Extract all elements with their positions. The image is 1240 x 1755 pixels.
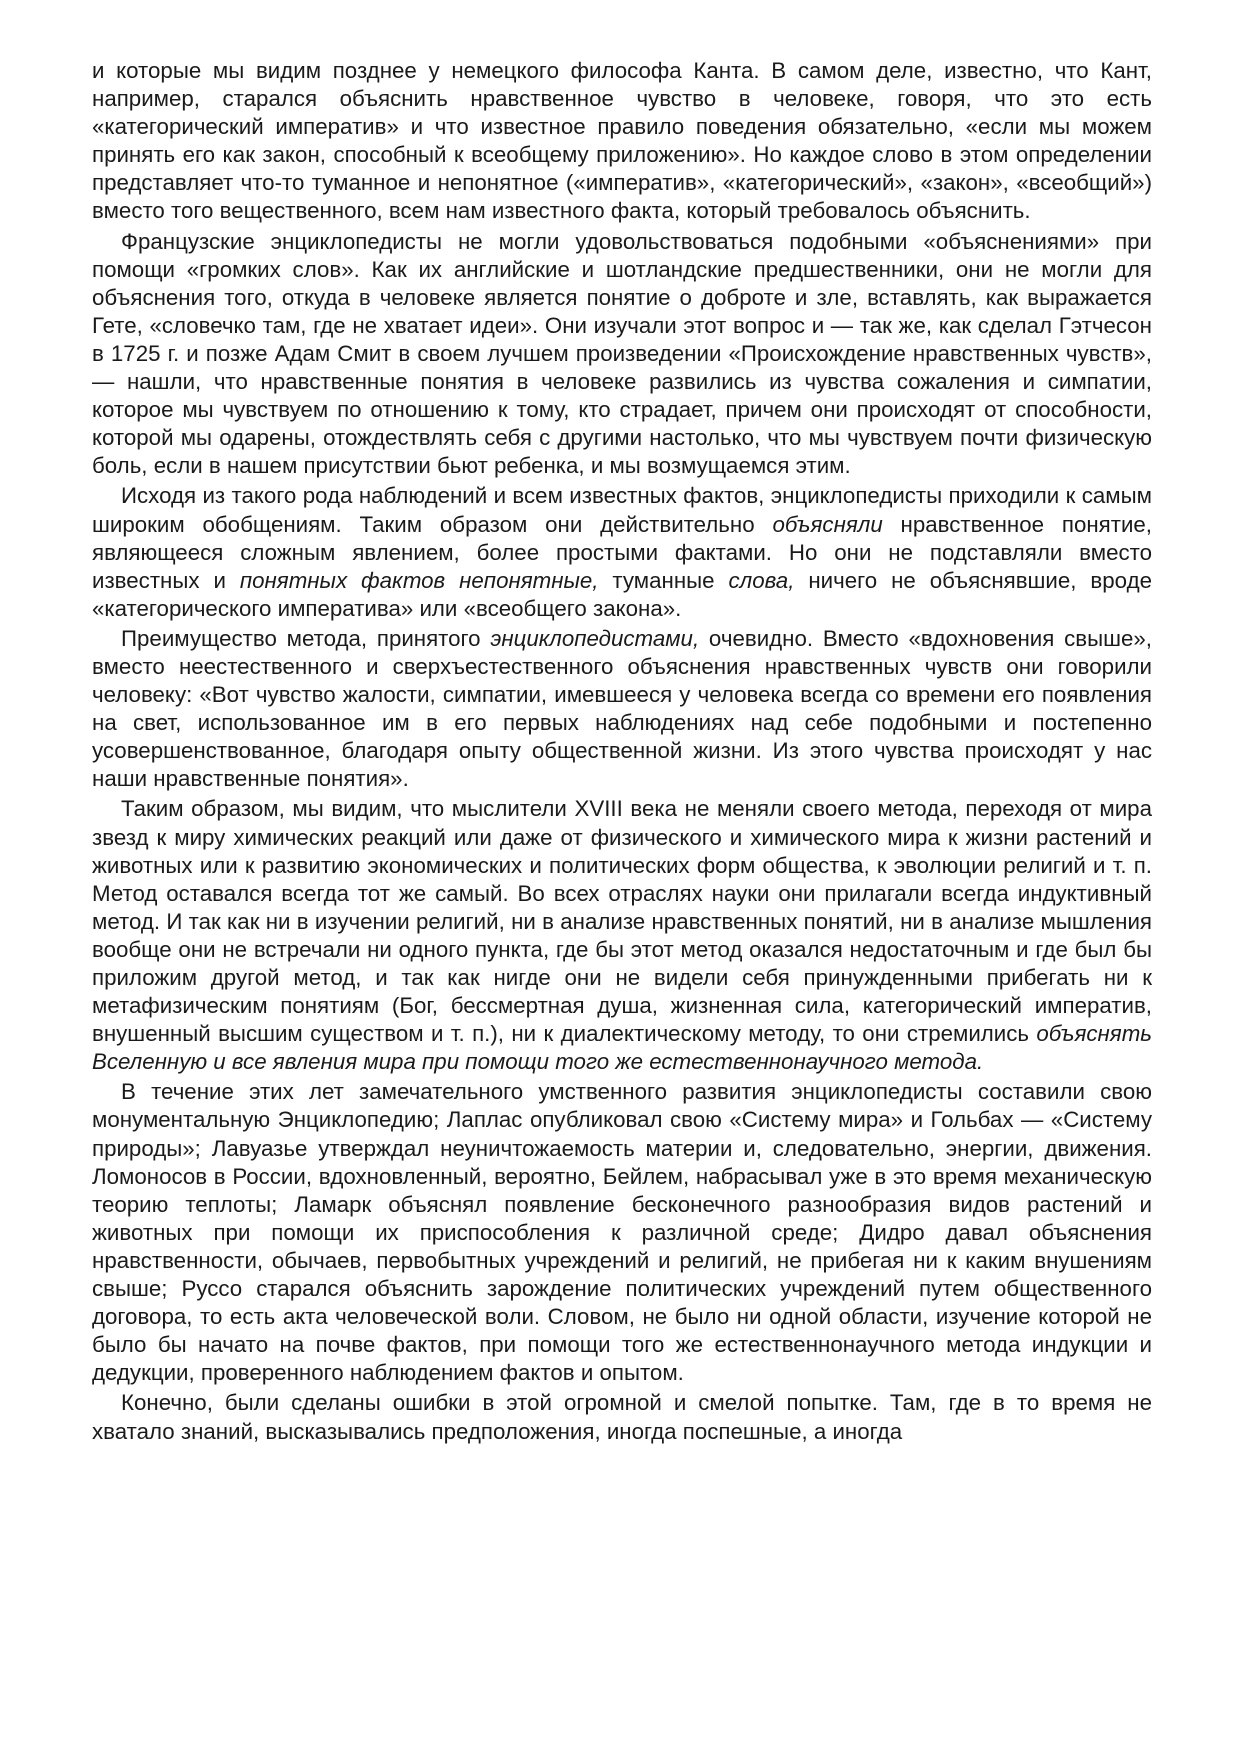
text-segment: очевидно. Вместо «вдохновения свыше», вместо неестественного и сверхъестественного объяснения нравственных чувств они говорили человеку: «Вот чувство жалости, симпатии, имевшееся у человека всегда со времени его появления на свет, использованное им в его первых наблюдениях над себе подобными и постепенно усовершенствованное, благодаря опыту общественной жизни. Из этого чувства происходят у нас наши нравственные понятия». <box>92 625 1152 792</box>
paragraph-2 <box>92 228 1152 481</box>
paragraph-7 <box>92 1389 1152 1445</box>
text-segment: ничего не объяснявшие, вроде «категорического императива» или «всеобщего закона». <box>92 567 1152 621</box>
text-segment: Конечно, были сделаны ошибки в этой огромной и смелой попытке. Там, где в то время не хватало знаний, высказывались предположения, иногда поспешные, а иногда <box>92 1390 1152 1444</box>
italic-text-segment: объяснять Вселенную и все явления мира при помощи того же естественнонаучного метода. <box>92 1021 1152 1075</box>
italic-text-segment: объясняли <box>772 511 883 537</box>
italic-text-segment: энциклопедистами, <box>490 625 700 651</box>
paragraph-3 <box>92 482 1152 622</box>
italic-text-segment: слова, <box>728 567 795 593</box>
paragraph-5 <box>92 795 1152 1076</box>
text-segment: Французские энциклопедисты не могли удовольствоваться подобными «объяснениями» при помощи «громких слов». Как их английские и шотландские предшественники, они не могли для объяснения того, откуда в человеке является понятие о доброте и зле, вставлять, как выражается Гете, «словечко там, где не хватает идеи». Они изучали этот вопрос и — так же, как сделал Гэтчесон в 1725 г. и позже Адам Смит в своем лучшем произведении «Происхождение нравственных чувств», — нашли, что нравственные понятия в человеке развились из чувства сожаления и симпатии, которое мы чувствуем по отношению к тому, кто страдает, причем они происходят от способности, которой мы одарены, отождествлять себя с другими настолько, что мы чувствуем почти физическую боль, если в нашем присутствии бьют ребенка, и мы возмущаемся этим. <box>92 228 1152 479</box>
text-segment: и которые мы видим позднее у немецкого философа Канта. В самом деле, известно, что Кант, например, старался объяснить нравственное чувство в человеке, говоря, что это есть «категорический императив» и что известное правило поведения обязательно, «если мы можем принять его как закон, способный к всеобщему приложению». Но каждое слово в этом определении представляет что-то туманное и непонятное («императив», «категорический», «закон», «всеобщий») вместо того вещественного, всем нам известного факта, который требовалось объяснить. <box>92 58 1152 224</box>
text-segment: нравственное понятие, являющееся сложным явлением, более простыми фактами. Но они не подставляли вместо известных и <box>92 511 1152 593</box>
paragraph-1 <box>92 57 1152 226</box>
text-segment: туманные <box>598 567 729 593</box>
text-segment: Таким образом, мы видим, что мыслители XVIII века не меняли своего метода, переходя от мира звезд к миру химических реакций или даже от физического и химического мира к жизни растений и животных или к развитию экономических и политических форм общества, к эволюции религий и т. п. Метод оставался всегда тот же самый. Во всех отраслях науки они прилагали всегда индуктивный метод. И так как ни в изучении религий, ни в анализе нравственных понятий, ни в анализе мышления вообще они не встречали ни одного пункта, где бы этот метод оказался недостаточным и где был бы приложим другой метод, и так как нигде они не видели себя принужденными прибегать ни к метафизическим понятиям (Бог, бессмертная душа, жизненная сила, категорический императив, внушенный высшим существом и т. п.), ни к диалектическому методу, то они стремились <box>92 796 1152 1047</box>
text-segment: Преимущество метода, принятого <box>121 625 491 651</box>
text-segment: В течение этих лет замечательного умственного развития энциклопедисты составили свою монументальную Энциклопедию; Лаплас опубликовал свою «Систему мира» и Гольбах — «Систему природы»; Лавуазье утверждал неуничтожаемость материи и, следовательно, энергии, движения. Ломоносов в России, вдохновленный, вероятно, Бейлем, набрасывал уже в это время механическую теорию теплоты; Ламарк объяснял появление бесконечного разнообразия видов растений и животных при помощи их приспособления к различной среде; Дидро давал объяснения нравственности, обычаев, первобытных учреждений и религий, не прибегая ни к каким внушениям свыше; Руссо старался объяснить зарождение политических учреждений путем общественного договора, то есть акта человеческой воли. Словом, не было ни одной области, изучение которой не было бы начато на почве фактов, при помощи того же естественнонаучного метода индукции и дедукции, проверенного наблюдением фактов и опытом. <box>92 1079 1152 1386</box>
paragraph-4 <box>92 625 1152 794</box>
italic-text-segment: понятных фактов непонятные, <box>239 567 599 593</box>
text-segment: Исходя из такого рода наблюдений и всем известных фактов, энциклопедисты приходили к самым широким обобщениям. Таким образом они действительно <box>92 483 1152 537</box>
paragraph-6 <box>92 1078 1152 1387</box>
